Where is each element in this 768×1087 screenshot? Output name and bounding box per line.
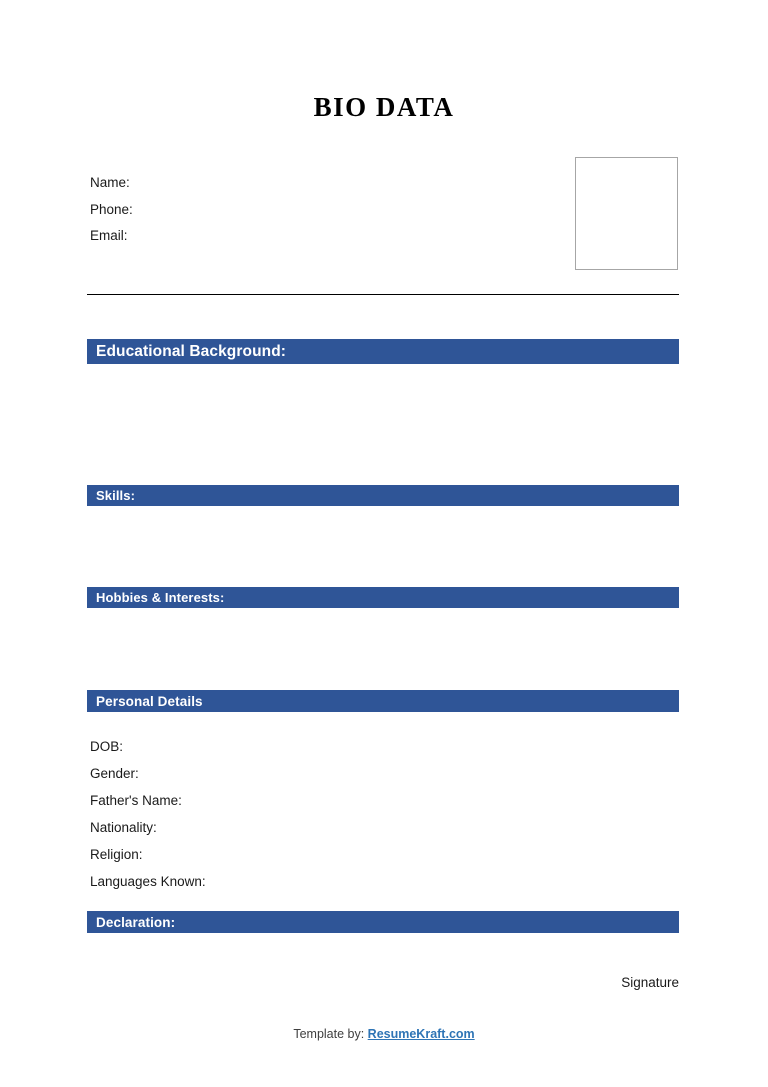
- contact-field-phone: Phone:: [90, 201, 133, 217]
- personal-detail-nationality: Nationality:: [90, 820, 157, 835]
- personal-detail-dob: DOB:: [90, 739, 124, 754]
- signature-label: Signature: [621, 975, 679, 990]
- section-header-declaration: [87, 911, 679, 933]
- section-header-skills: [87, 485, 679, 506]
- personal-detail-fathers-name: Father's Name:: [90, 793, 182, 808]
- footer-credit-link[interactable]: ResumeKraft.com: [367, 1027, 475, 1041]
- section-header-personal-details: [87, 690, 679, 712]
- personal-detail-religion: Religion:: [90, 847, 143, 862]
- contact-field-name: Name:: [90, 175, 130, 190]
- contact-block: [90, 170, 490, 250]
- section-header-hobbies: [87, 587, 679, 608]
- contact-field-email: Email:: [90, 228, 128, 243]
- personal-detail-languages-known: Languages Known:: [90, 874, 206, 889]
- section-header-education: [87, 339, 679, 364]
- page-title: BIO DATA: [313, 92, 455, 122]
- footer-credit: [0, 1027, 768, 1041]
- section-header-hobbies-label: Hobbies & Interests:: [96, 590, 225, 605]
- section-header-declaration-label: Declaration:: [96, 914, 176, 930]
- header-divider: [87, 294, 679, 295]
- personal-details-list: [90, 733, 510, 895]
- section-header-education-label: Educational Background:: [96, 342, 287, 360]
- footer-credit-prefix: Template by:: [293, 1027, 368, 1041]
- section-header-skills-label: Skills:: [96, 488, 135, 503]
- photo-placeholder-box[interactable]: [575, 157, 678, 270]
- personal-detail-gender: Gender:: [90, 766, 139, 781]
- section-header-personal-details-label: Personal Details: [96, 693, 203, 709]
